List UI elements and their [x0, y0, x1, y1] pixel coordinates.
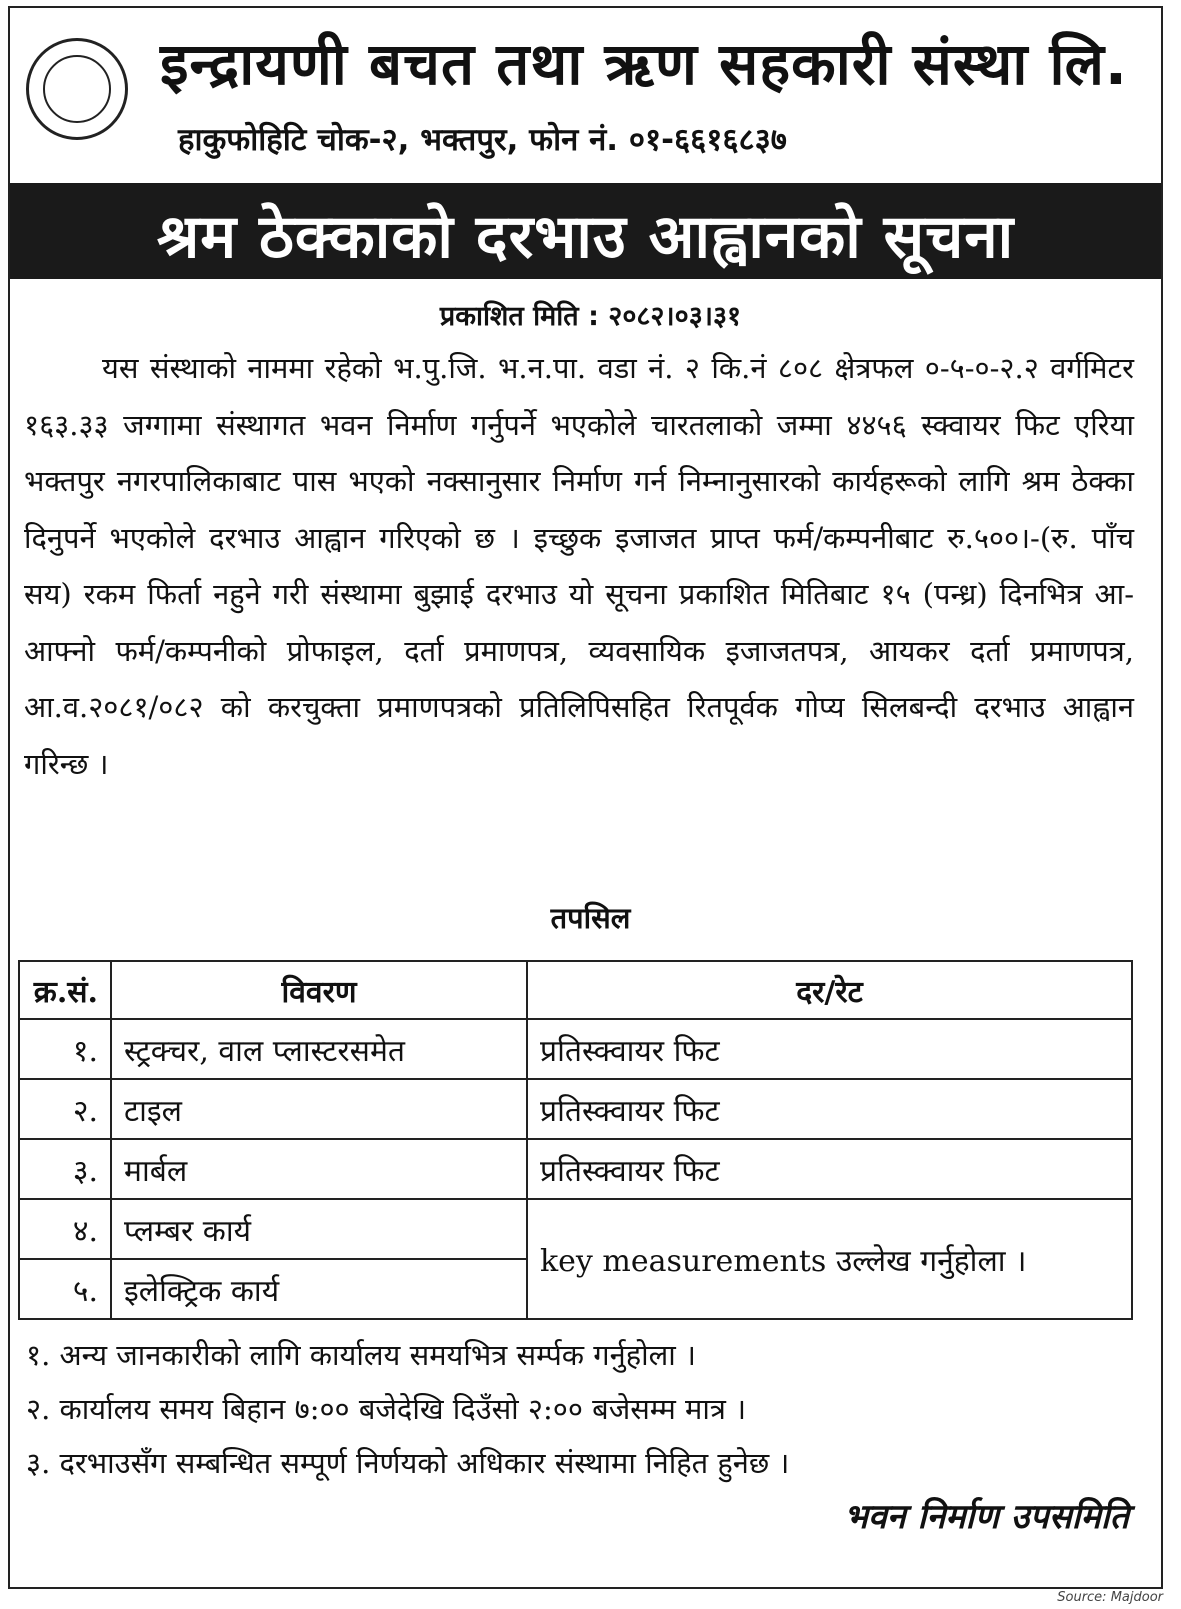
published-date: प्रकाशित मिति : २०८२।०३।३१: [439, 301, 742, 332]
signature-committee: भवन निर्माण उपसमिति: [844, 1497, 1129, 1537]
header: [10, 8, 1161, 183]
title-banner: [10, 183, 1161, 279]
row-description: स्ट्रक्चर, वाल प्लास्टरसमेत: [111, 1019, 527, 1079]
table-row: [19, 1199, 1132, 1259]
org-address: हाकुफोहिटि चोक-२, भक्तपुर, फोन नं. ०१-६६१६८३७: [178, 122, 787, 158]
table-row: [19, 1139, 1132, 1199]
source-credit: Source: Majdoor: [1057, 1590, 1163, 1605]
note-item: २. कार्यालय समय बिहान ७:०० बजेदेखि दिउँसो २:०० बजेसम्म मात्र ।: [26, 1392, 747, 1426]
row-description: इलेक्ट्रिक कार्य: [111, 1259, 527, 1319]
org-name: इन्द्रायणी बचत तथा ऋण सहकारी संस्था लि.: [160, 30, 1128, 98]
logo-inner-ring: [43, 55, 111, 123]
table-header-row: [19, 961, 1132, 1019]
row-sn: २.: [19, 1079, 111, 1139]
merged-rate-cell: key measurements उल्लेख गर्नुहोला ।: [527, 1199, 1132, 1319]
row-rate: प्रतिस्क्वायर फिट: [527, 1019, 1132, 1079]
notice-title: श्रम ठेक्काको दरभाउ आह्वानको सूचना: [156, 202, 1015, 272]
cooperative-logo-icon: [26, 38, 128, 140]
row-description: मार्बल: [111, 1139, 527, 1199]
row-rate: प्रतिस्क्वायर फिट: [527, 1079, 1132, 1139]
header-sn: क्र.सं.: [19, 961, 111, 1019]
row-sn: १.: [19, 1019, 111, 1079]
schedule-heading: तपसिल: [550, 901, 631, 935]
row-description: टाइल: [111, 1079, 527, 1139]
row-description: प्लम्बर कार्य: [111, 1199, 527, 1259]
header-description: विवरण: [111, 961, 527, 1019]
notice-body: यस संस्थाको नाममा रहेको भ.पु.जि. भ.न.पा. वडा नं. २ कि.नं ८०८ क्षेत्रफल ०-५-०-२.२ वर्गमिटर १६३.३३ जग्गामा संस्थागत भवन निर्माण गर्नुपर्ने भएकोले चारतलाको जम्मा ४४५६ स्क्वायर फिट एरिया भक्तपुर नगरपालिकाबाट पास भएको नक्सानुसार निर्माण गर्न निम्नानुसारको कार्यहरूको लागि श्रम ठेक्का दिनुपर्ने भएकोले दरभाउ आह्वान गरिएको छ । इच्छुक इजाजत प्राप्त फर्म/कम्पनीबाट रु.५००।-(रु. पाँच सय) रकम फिर्ता नहुने गरी संस्थामा बुझाई दरभाउ यो सूचना प्रकाशित मितिबाट १५ (पन्ध्र) दिनभित्र आ-आफ्नो फर्म/कम्पनीको प्रोफाइल, दर्ता प्रमाणपत्र, व्यवसायिक इजाजतपत्र, आयकर दर्ता प्रमाणपत्र, आ.व.२०८१/०८२ को करचुक्ता प्रमाणपत्रको प्रतिलिपिसहित रितपूर्वक गोप्य सिलबन्दी दरभाउ आह्वान गरिन्छ ।: [24, 351, 1134, 781]
note-item: ३. दरभाउसँग सम्बन्धित सम्पूर्ण निर्णयको अधिकार संस्थामा निहित हुनेछ ।: [26, 1446, 790, 1480]
table-row: [19, 1019, 1132, 1079]
note-item: १. अन्य जानकारीको लागि कार्यालय समयभित्र सर्म्पक गर्नुहोला ।: [26, 1338, 697, 1372]
header-rate: दर/रेट: [527, 961, 1132, 1019]
row-sn: ५.: [19, 1259, 111, 1319]
table-row: [19, 1079, 1132, 1139]
rates-table: [18, 960, 1133, 1320]
row-rate: प्रतिस्क्वायर फिट: [527, 1139, 1132, 1199]
row-sn: ४.: [19, 1199, 111, 1259]
row-sn: ३.: [19, 1139, 111, 1199]
notes-list: [26, 1328, 1136, 1490]
